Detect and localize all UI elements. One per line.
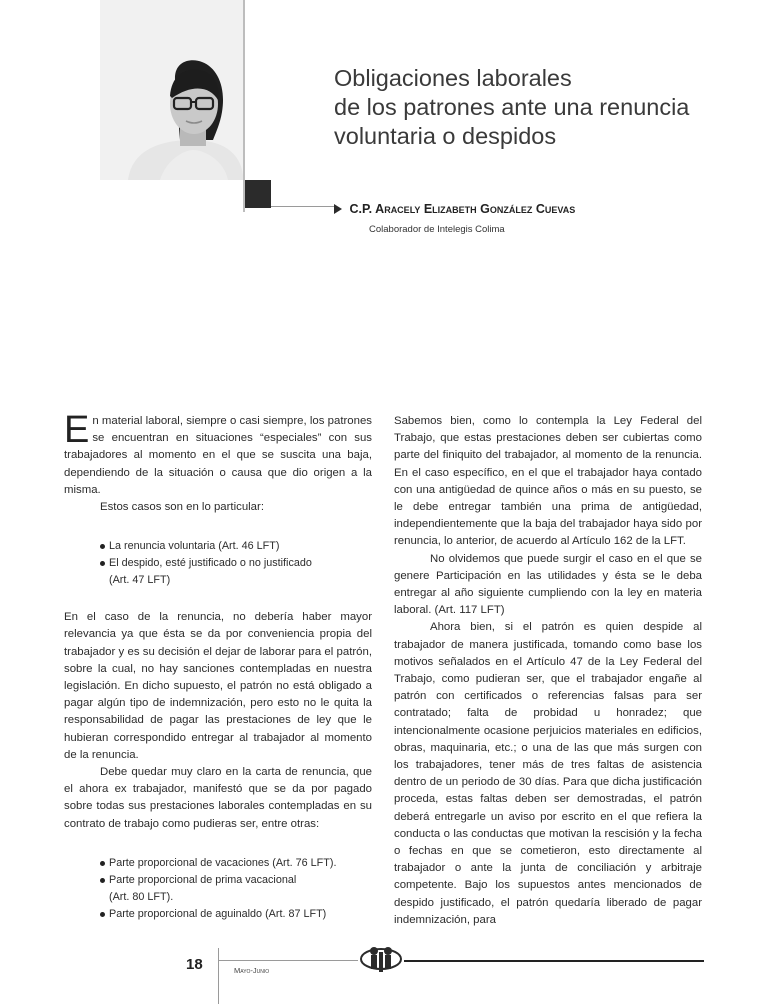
author-byline: [334, 200, 575, 218]
title-line-2: de los patrones ante una renuncia: [334, 94, 690, 120]
footer-vertical-rule: [218, 948, 219, 1004]
paragraph: No olvidemos que puede surgir el caso en el que se genere Participación en las utilidades y ésta se le deba entregar al año siguiente cumpliendo con la ley en materia laboral. (Art. 117 LFT): [394, 552, 702, 617]
footer-rule-left: [218, 960, 358, 961]
paragraph: Debe quedar muy claro en la carta de renuncia, que el ahora ex trabajador, manifestó que se da por pagado sobre todas sus prestaciones laborales contempladas en su contrato de trabajo como pudieras ser, entre otras:: [64, 766, 372, 830]
list-item-line: El despido, esté justificado o no justificado: [109, 557, 312, 570]
paragraph: Sabemos bien, como lo contempla la Ley Federal del Trabajo, que estas prestaciones deben ser cubiertas como parte del finiquito del trabajador, al momento de la renuncia. En el caso específico, en el que el trabajador haya contado con una antigüedad de quince años o más en su puesto, se le debe entregar también una prima de antigüedad, independientemente que la baja del trabajador haya sido por renuncia, lo anterior, de acuerdo al Artículo 162 de la LFT.: [394, 415, 702, 548]
list-item-line: Parte proporcional de prima vacacional: [109, 873, 297, 886]
list-item: La renuncia voluntaria (Art. 46 LFT): [100, 538, 372, 555]
right-column: [394, 413, 702, 929]
author-role: Colaborador de Intelegis Colima: [369, 224, 505, 235]
imcp-logo-icon: [359, 942, 403, 976]
author-portrait-image: [100, 0, 243, 180]
drop-cap: E: [64, 409, 90, 451]
bullet-list-cases: [64, 538, 372, 589]
intro-paragraph: [64, 409, 372, 499]
author-photo: [100, 0, 243, 180]
intro-text: n material laboral, siempre o casi siempre, los patrones se encuentran en situaciones “especiales” con sus trabajadores al momento en el que se suscita una baja, dependiendo de la situación o causa que dio origen a la misma.: [64, 415, 372, 496]
list-item-continuation: (Art. 80 LFT).: [109, 890, 174, 903]
decorative-square: [245, 180, 271, 208]
paragraph: Ahora bien, si el patrón es quien despide al trabajador de manera justificada, tomando como base los motivos señalados en el Artículo 47 de la Ley Federal del Trabajo, como pudieran ser, que el trabajador engañe al patrón con certificados o referencias falsas para ser contratado; falta de probidad u honradez; que intencionalmente ocasione perjuicios materiales en edificios, obras, maquinaria, etc.; o una de las que más surgen con los trabajadores, tener más de tres faltas de asistencia dentro de un periodo de 30 días. Para que dicha justificación proceda, estas faltas deben ser demostradas, el patrón deberá entregarle un aviso por escrito en el que refiera la conducta o las conductas que motivan la rescisión y la fecha o fechas en que se cometieron, esto directamente al trabajador o ante la junta de conciliación y arbitraje competente. Bajo los supuestos antes mencionados de despido justificado, el patrón quedaría liberado de pagar indemnización, para: [394, 621, 702, 926]
paragraph: En el caso de la renuncia, no debería haber mayor relevancia ya que ésta se da por conveniencia propia del trabajador y es su decisión el dejar de laborar para el patrón, sobre la cual, no hay sanciones contempladas en nuestra legislación. En dicho supuesto, el patrón no está obligado a pagar algún tipo de indemnización, pero esto no le quita la responsabilidad de pagar las prestaciones de ley que le hubieran correspondido entregar al trabajador al momento de la renuncia.: [64, 611, 372, 761]
paragraph: Estos casos son en lo particular:: [100, 501, 264, 514]
list-item: [100, 872, 372, 906]
author-rule: [271, 206, 334, 207]
list-item: [100, 555, 372, 589]
arrow-right-icon: [334, 204, 342, 214]
list-item-continuation: (Art. 47 LFT): [109, 574, 171, 587]
author-name: C.P. Aracely Elizabeth González Cuevas: [349, 201, 576, 216]
issue-label: Mayo-Junio: [234, 966, 270, 975]
title-line-1: Obligaciones laborales: [334, 65, 572, 91]
left-column: [64, 409, 372, 923]
list-item: Parte proporcional de aguinaldo (Art. 87 LFT): [100, 906, 372, 923]
footer-rule-right: [404, 960, 704, 962]
page-number: 18: [186, 956, 203, 973]
article-title: [334, 64, 734, 151]
logo-mark: [359, 942, 403, 976]
bullet-list-benefits: [64, 855, 372, 923]
title-line-3: voluntaria o despidos: [334, 123, 557, 149]
list-item: Parte proporcional de vacaciones (Art. 76 LFT).: [100, 855, 372, 872]
